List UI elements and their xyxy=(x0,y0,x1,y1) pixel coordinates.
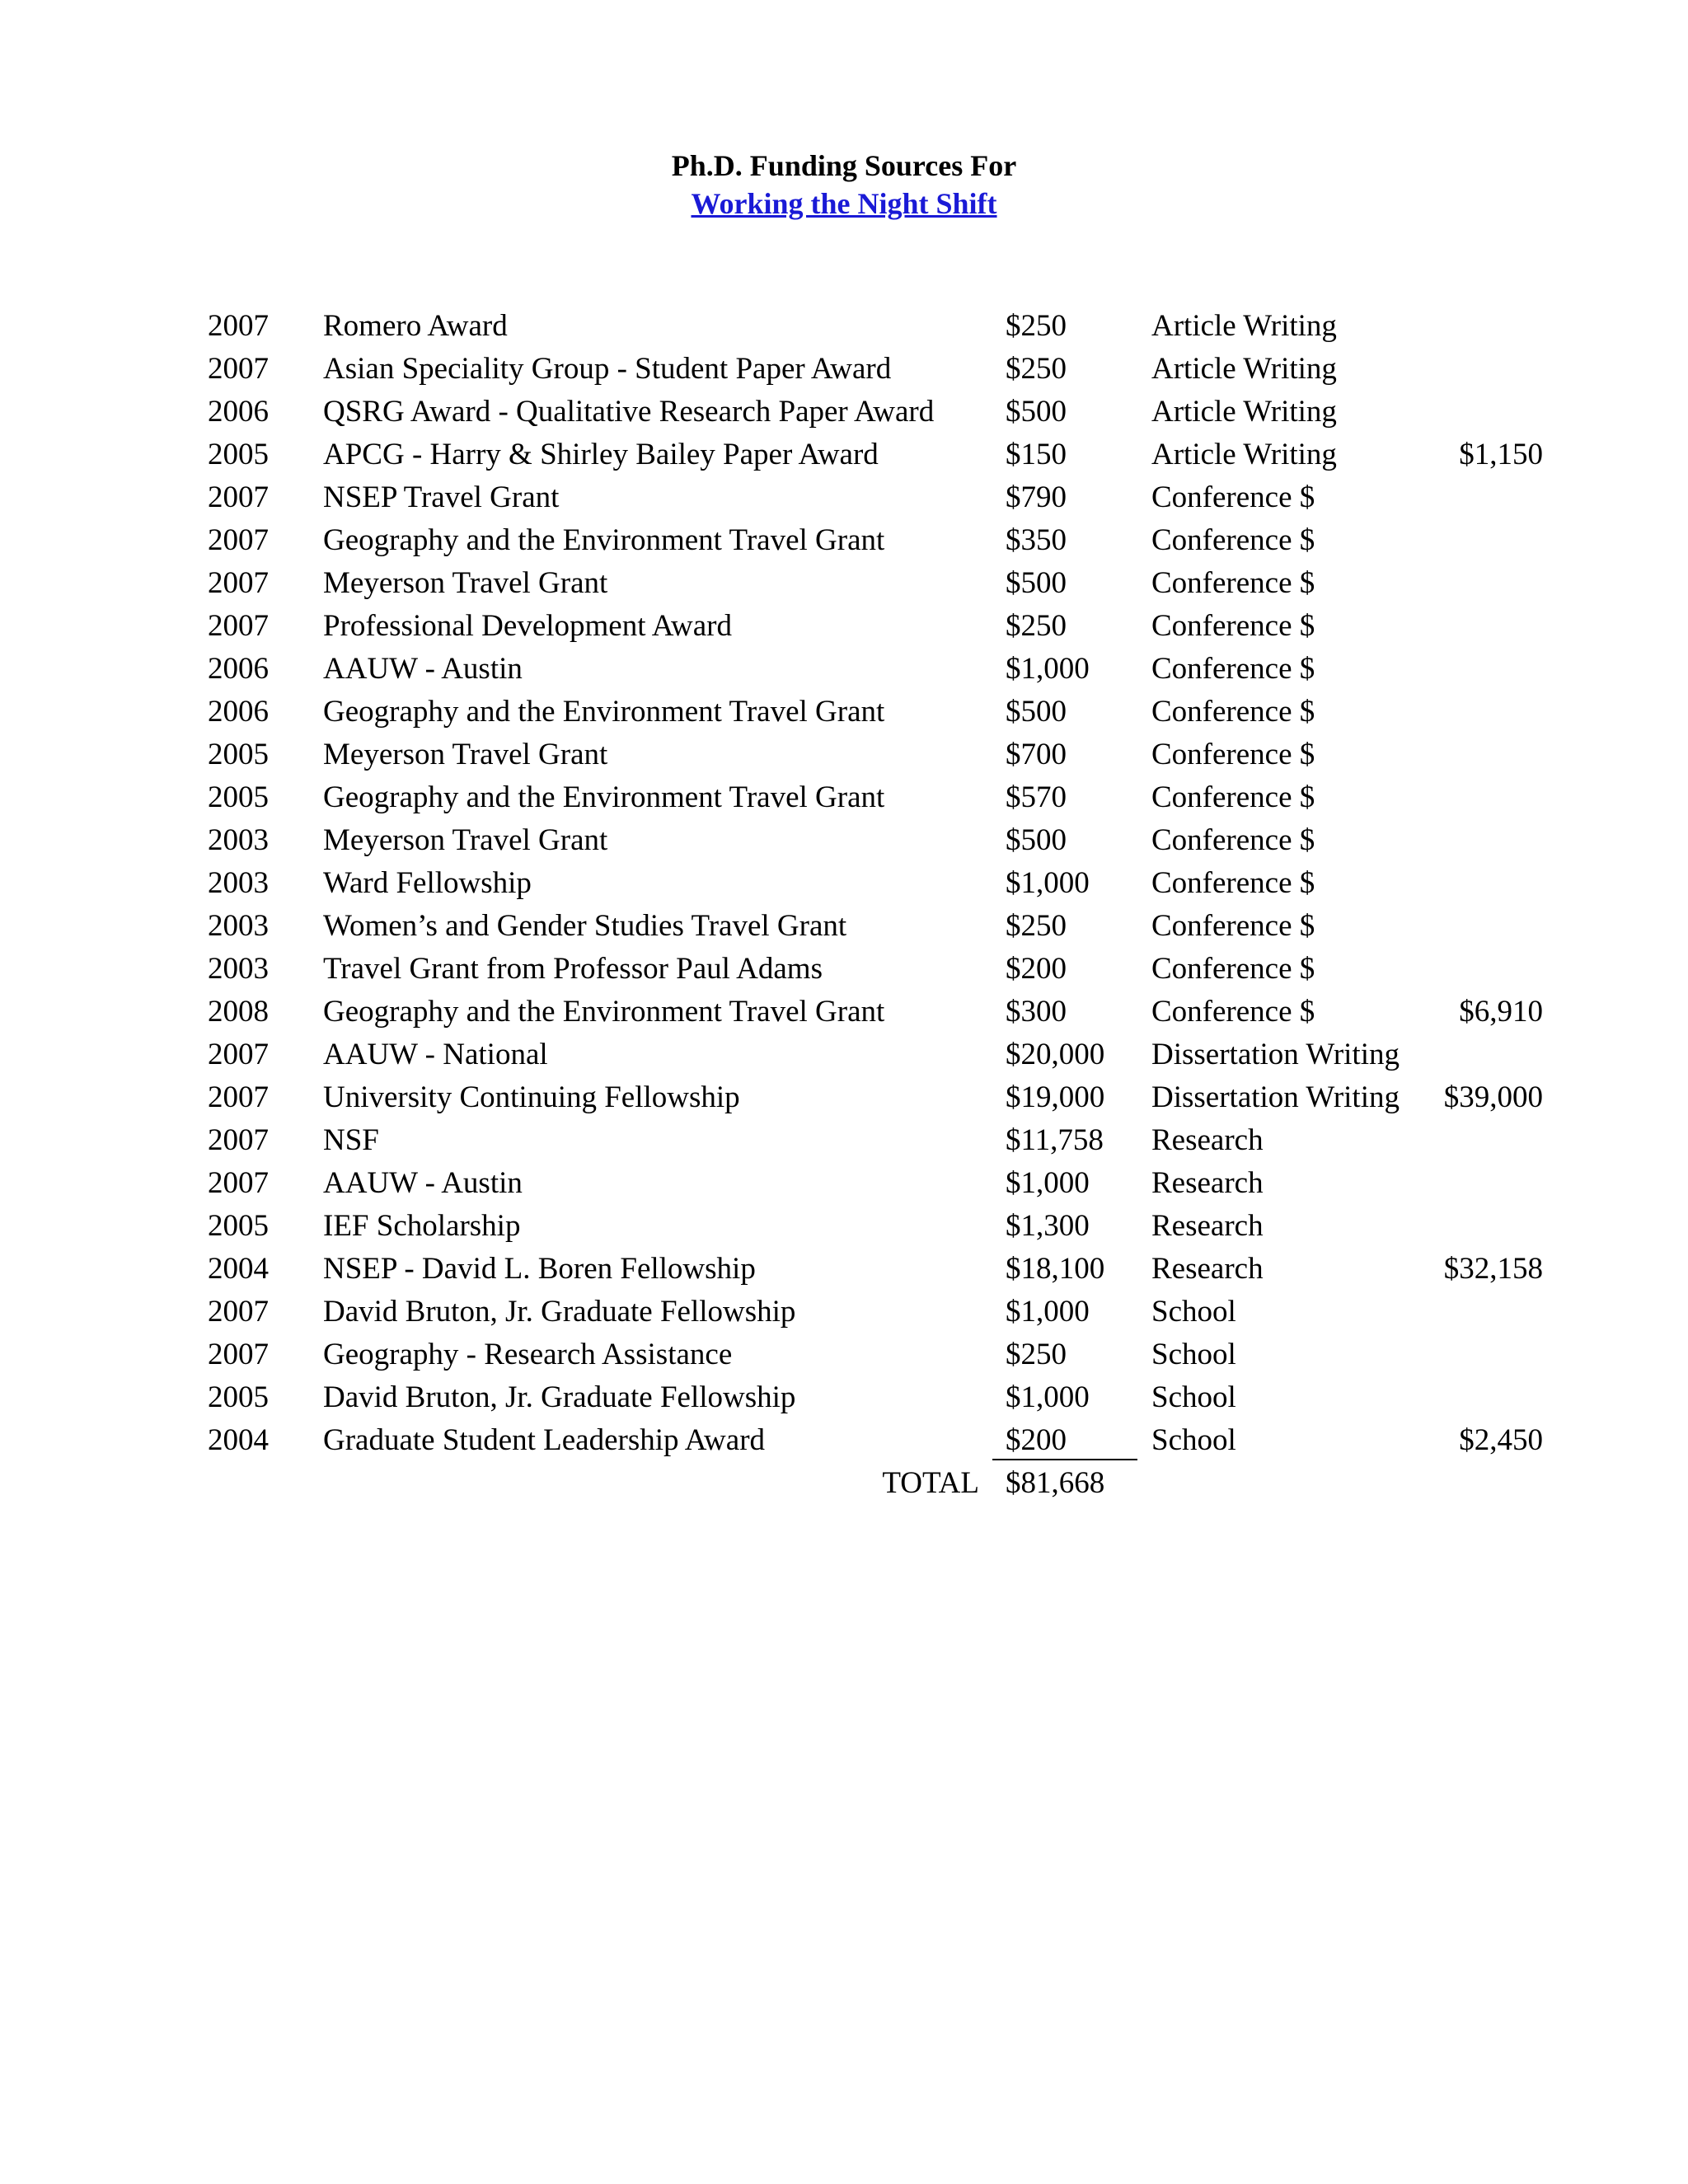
award-name-cell: Meyerson Travel Grant xyxy=(323,738,608,771)
amount-cell: $250 xyxy=(1006,309,1067,343)
book-title-link[interactable]: Working the Night Shift xyxy=(691,187,997,220)
subtotal-cell: $39,000 xyxy=(1443,1080,1543,1114)
award-name-cell: Romero Award xyxy=(323,309,508,343)
category-cell: Research xyxy=(1151,1209,1264,1243)
award-name-cell: Graduate Student Leadership Award xyxy=(323,1423,766,1457)
year-cell: 2003 xyxy=(208,823,269,857)
amount-cell: $500 xyxy=(1006,695,1067,729)
category-cell: Article Writing xyxy=(1151,395,1337,429)
table-row xyxy=(0,905,1688,948)
table-row xyxy=(0,1248,1688,1291)
year-cell: 2007 xyxy=(208,523,269,557)
amount-cell: $11,758 xyxy=(1006,1123,1104,1157)
year-cell: 2008 xyxy=(208,995,269,1029)
category-cell: School xyxy=(1151,1295,1236,1329)
year-cell: 2007 xyxy=(208,1123,269,1157)
award-name-cell: NSF xyxy=(323,1123,379,1157)
total-row xyxy=(0,1462,1688,1505)
category-cell: School xyxy=(1151,1423,1236,1457)
year-cell: 2007 xyxy=(208,1080,269,1114)
year-cell: 2007 xyxy=(208,352,269,386)
amount-cell: $500 xyxy=(1006,395,1067,429)
amount-cell: $250 xyxy=(1006,609,1067,643)
category-cell: Conference $ xyxy=(1151,480,1315,514)
award-name-cell: Geography and the Environment Travel Grant xyxy=(323,523,885,557)
amount-cell: $1,000 xyxy=(1006,866,1090,900)
year-cell: 2006 xyxy=(208,395,269,429)
year-cell: 2003 xyxy=(208,952,269,986)
table-row xyxy=(0,1076,1688,1119)
table-row xyxy=(0,305,1688,348)
category-cell: Conference $ xyxy=(1151,823,1315,857)
category-cell: Conference $ xyxy=(1151,995,1315,1029)
category-cell: Conference $ xyxy=(1151,909,1315,943)
award-name-cell: AAUW - Austin xyxy=(323,1166,523,1200)
award-name-cell: Professional Development Award xyxy=(323,609,732,643)
amount-cell: $1,300 xyxy=(1006,1209,1090,1243)
amount-cell: $1,000 xyxy=(1006,652,1090,686)
award-name-cell: APCG - Harry & Shirley Bailey Paper Award xyxy=(323,438,879,471)
year-cell: 2005 xyxy=(208,1209,269,1243)
amount-cell: $20,000 xyxy=(1006,1038,1105,1071)
total-amount: $81,668 xyxy=(1006,1466,1105,1500)
category-cell: Conference $ xyxy=(1151,695,1315,729)
table-row xyxy=(0,605,1688,648)
award-name-cell: David Bruton, Jr. Graduate Fellowship xyxy=(323,1295,796,1329)
table-row xyxy=(0,1119,1688,1162)
year-cell: 2005 xyxy=(208,1380,269,1414)
table-row xyxy=(0,1205,1688,1248)
table-row xyxy=(0,776,1688,819)
category-cell: Conference $ xyxy=(1151,523,1315,557)
award-name-cell: AAUW - National xyxy=(323,1038,548,1071)
table-row xyxy=(0,648,1688,691)
award-name-cell: AAUW - Austin xyxy=(323,652,523,686)
amount-cell: $200 xyxy=(1006,1423,1067,1457)
category-cell: Research xyxy=(1151,1166,1264,1200)
subtotal-cell: $6,910 xyxy=(1459,995,1543,1029)
table-row xyxy=(0,948,1688,991)
award-name-cell: Geography and the Environment Travel Grant xyxy=(323,780,885,814)
table-row xyxy=(0,862,1688,905)
year-cell: 2006 xyxy=(208,652,269,686)
amount-cell: $1,000 xyxy=(1006,1166,1090,1200)
amount-cell: $1,000 xyxy=(1006,1380,1090,1414)
award-name-cell: Meyerson Travel Grant xyxy=(323,566,608,600)
award-name-cell: Ward Fellowship xyxy=(323,866,532,900)
year-cell: 2007 xyxy=(208,309,269,343)
category-cell: Dissertation Writing xyxy=(1151,1038,1400,1071)
year-cell: 2005 xyxy=(208,738,269,771)
category-cell: Research xyxy=(1151,1123,1264,1157)
category-cell: Conference $ xyxy=(1151,866,1315,900)
award-name-cell: University Continuing Fellowship xyxy=(323,1080,740,1114)
page-title: Ph.D. Funding Sources For xyxy=(671,149,1017,182)
category-cell: Article Writing xyxy=(1151,352,1337,386)
amount-cell: $18,100 xyxy=(1006,1252,1105,1286)
table-row xyxy=(0,562,1688,605)
amount-cell: $500 xyxy=(1006,823,1067,857)
year-cell: 2003 xyxy=(208,909,269,943)
table-row xyxy=(0,1033,1688,1076)
category-cell: Conference $ xyxy=(1151,952,1315,986)
table-row xyxy=(0,819,1688,862)
sum-rule xyxy=(992,1459,1137,1460)
table-row xyxy=(0,1162,1688,1205)
amount-cell: $500 xyxy=(1006,566,1067,600)
award-name-cell: NSEP - David L. Boren Fellowship xyxy=(323,1252,756,1286)
award-name-cell: Geography and the Environment Travel Grant xyxy=(323,695,885,729)
year-cell: 2007 xyxy=(208,1038,269,1071)
category-cell: School xyxy=(1151,1338,1236,1371)
table-row xyxy=(0,434,1688,476)
table-row xyxy=(0,1291,1688,1333)
category-cell: Conference $ xyxy=(1151,609,1315,643)
amount-cell: $570 xyxy=(1006,780,1067,814)
table-row xyxy=(0,691,1688,733)
subtotal-cell: $2,450 xyxy=(1459,1423,1543,1457)
award-name-cell: NSEP Travel Grant xyxy=(323,480,560,514)
amount-cell: $350 xyxy=(1006,523,1067,557)
subtotal-cell: $1,150 xyxy=(1459,438,1543,471)
table-row xyxy=(0,476,1688,519)
amount-cell: $250 xyxy=(1006,352,1067,386)
year-cell: 2007 xyxy=(208,1166,269,1200)
award-name-cell: Asian Speciality Group - Student Paper Award xyxy=(323,352,892,386)
table-row xyxy=(0,1376,1688,1419)
table-row xyxy=(0,1419,1688,1462)
category-cell: School xyxy=(1151,1380,1236,1414)
year-cell: 2004 xyxy=(208,1252,269,1286)
year-cell: 2007 xyxy=(208,609,269,643)
award-name-cell: Meyerson Travel Grant xyxy=(323,823,608,857)
table-row xyxy=(0,733,1688,776)
year-cell: 2006 xyxy=(208,695,269,729)
category-cell: Article Writing xyxy=(1151,309,1337,343)
year-cell: 2005 xyxy=(208,780,269,814)
category-cell: Research xyxy=(1151,1252,1264,1286)
category-cell: Conference $ xyxy=(1151,738,1315,771)
table-row xyxy=(0,348,1688,391)
document-header xyxy=(0,147,1688,223)
amount-cell: $250 xyxy=(1006,909,1067,943)
amount-cell: $200 xyxy=(1006,952,1067,986)
table-row xyxy=(0,519,1688,562)
table-row xyxy=(0,1333,1688,1376)
award-name-cell: Geography and the Environment Travel Grant xyxy=(323,995,885,1029)
year-cell: 2004 xyxy=(208,1423,269,1457)
amount-cell: $250 xyxy=(1006,1338,1067,1371)
year-cell: 2007 xyxy=(208,480,269,514)
amount-cell: $19,000 xyxy=(1006,1080,1105,1114)
category-cell: Conference $ xyxy=(1151,566,1315,600)
award-name-cell: IEF Scholarship xyxy=(323,1209,521,1243)
year-cell: 2007 xyxy=(208,1295,269,1329)
category-cell: Article Writing xyxy=(1151,438,1337,471)
award-name-cell: Travel Grant from Professor Paul Adams xyxy=(323,952,823,986)
award-name-cell: Women’s and Gender Studies Travel Grant xyxy=(323,909,847,943)
amount-cell: $790 xyxy=(1006,480,1067,514)
amount-cell: $700 xyxy=(1006,738,1067,771)
subtotal-cell: $32,158 xyxy=(1443,1252,1543,1286)
amount-cell: $150 xyxy=(1006,438,1067,471)
amount-cell: $1,000 xyxy=(1006,1295,1090,1329)
category-cell: Conference $ xyxy=(1151,652,1315,686)
year-cell: 2007 xyxy=(208,566,269,600)
funding-table xyxy=(0,305,1688,1505)
category-cell: Conference $ xyxy=(1151,780,1315,814)
table-row xyxy=(0,391,1688,434)
category-cell: Dissertation Writing xyxy=(1151,1080,1400,1114)
award-name-cell: Geography - Research Assistance xyxy=(323,1338,733,1371)
table-row xyxy=(0,991,1688,1033)
year-cell: 2007 xyxy=(208,1338,269,1371)
amount-cell: $300 xyxy=(1006,995,1067,1029)
total-label: TOTAL xyxy=(882,1466,979,1500)
award-name-cell: David Bruton, Jr. Graduate Fellowship xyxy=(323,1380,796,1414)
year-cell: 2003 xyxy=(208,866,269,900)
year-cell: 2005 xyxy=(208,438,269,471)
award-name-cell: QSRG Award - Qualitative Research Paper Award xyxy=(323,395,935,429)
